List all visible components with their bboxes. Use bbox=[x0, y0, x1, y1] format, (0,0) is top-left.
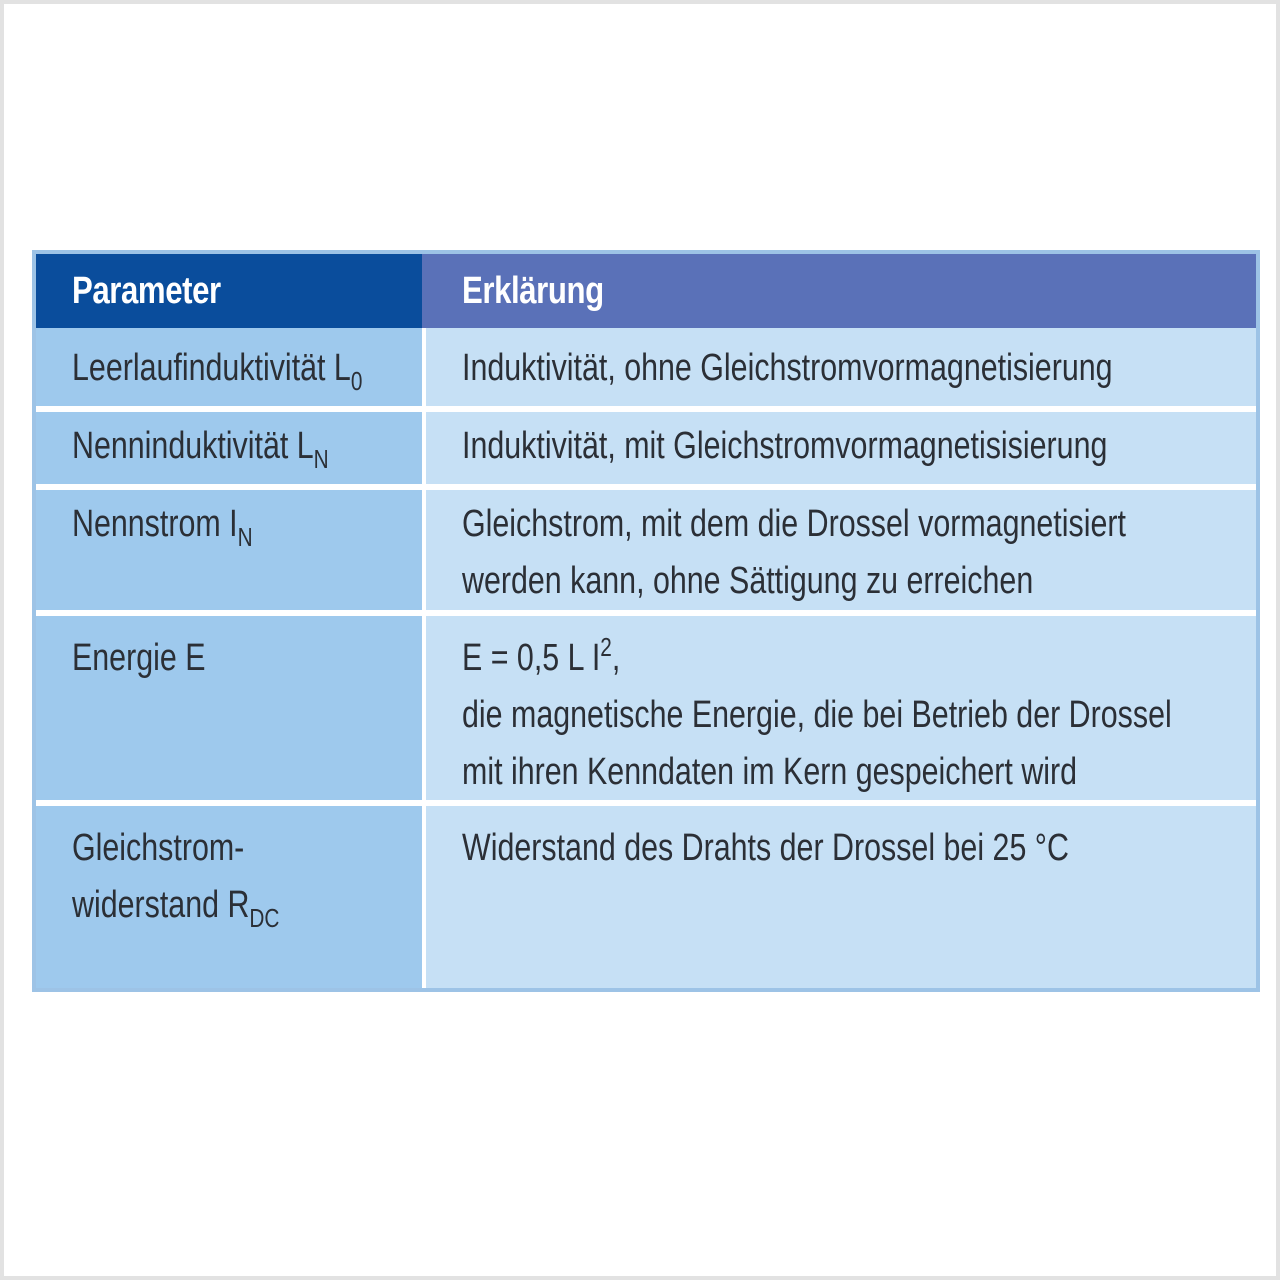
energy-formula: E = 0,5 L $I^2$, bbox=[462, 632, 621, 679]
header-explanation-label: Erklärung bbox=[462, 270, 604, 312]
explanation-line: werden kann, ohne Sättigung zu erreichen bbox=[462, 560, 1034, 602]
explanation-line: Gleichstrom, mit dem die Drossel vormagnetisiert bbox=[462, 503, 1126, 545]
explanation-cell bbox=[426, 806, 1256, 988]
parameter-name-line1: Gleichstrom- bbox=[72, 827, 245, 869]
parameter-cell bbox=[36, 412, 422, 484]
parameter-name: Nennstrom $I_N$ bbox=[72, 503, 253, 552]
table-row bbox=[36, 806, 1256, 988]
parameter-name: Leerlaufinduktivität $L_0$ bbox=[72, 347, 363, 396]
parameter-table bbox=[32, 250, 1260, 992]
parameter-subscript: N bbox=[313, 444, 329, 474]
parameter-cell bbox=[36, 490, 422, 610]
table-row bbox=[36, 490, 1256, 610]
parameter-name: Energie E bbox=[72, 637, 206, 679]
explanation-cell bbox=[426, 328, 1256, 406]
explanation-line: die magnetische Energie, die bei Betrieb der Drossel bbox=[462, 694, 1172, 736]
parameter-cell bbox=[36, 806, 422, 988]
table-row bbox=[36, 412, 1256, 484]
table-row bbox=[36, 328, 1256, 406]
parameter-subscript: 0 bbox=[350, 366, 363, 396]
parameter-name: widerstand $R_{DC}$ bbox=[72, 884, 280, 933]
explanation-line: Induktivität, ohne Gleichstromvormagnetisierung bbox=[462, 347, 1113, 389]
table-row bbox=[36, 616, 1256, 800]
parameter-subscript: DC bbox=[249, 903, 280, 933]
formula-superscript: 2 bbox=[600, 632, 612, 662]
explanation-cell bbox=[426, 412, 1256, 484]
explanation-line: Induktivität, mit Gleichstromvormagnetisisierung bbox=[462, 425, 1108, 467]
parameter-name: Nenninduktivität $L_N$ bbox=[72, 425, 329, 474]
parameter-subscript: N bbox=[237, 522, 253, 552]
table-header-row bbox=[36, 254, 1256, 328]
explanation-cell bbox=[426, 490, 1256, 610]
parameter-cell bbox=[36, 328, 422, 406]
header-cell-parameter bbox=[36, 254, 422, 328]
parameter-cell bbox=[36, 616, 422, 800]
header-parameter-label: Parameter bbox=[72, 270, 221, 312]
explanation-cell bbox=[426, 616, 1256, 800]
explanation-line: Widerstand des Drahts der Drossel bei 25 °C bbox=[462, 827, 1069, 869]
header-cell-explanation bbox=[422, 254, 1256, 328]
explanation-line: mit ihren Kenndaten im Kern gespeichert wird bbox=[462, 751, 1078, 793]
